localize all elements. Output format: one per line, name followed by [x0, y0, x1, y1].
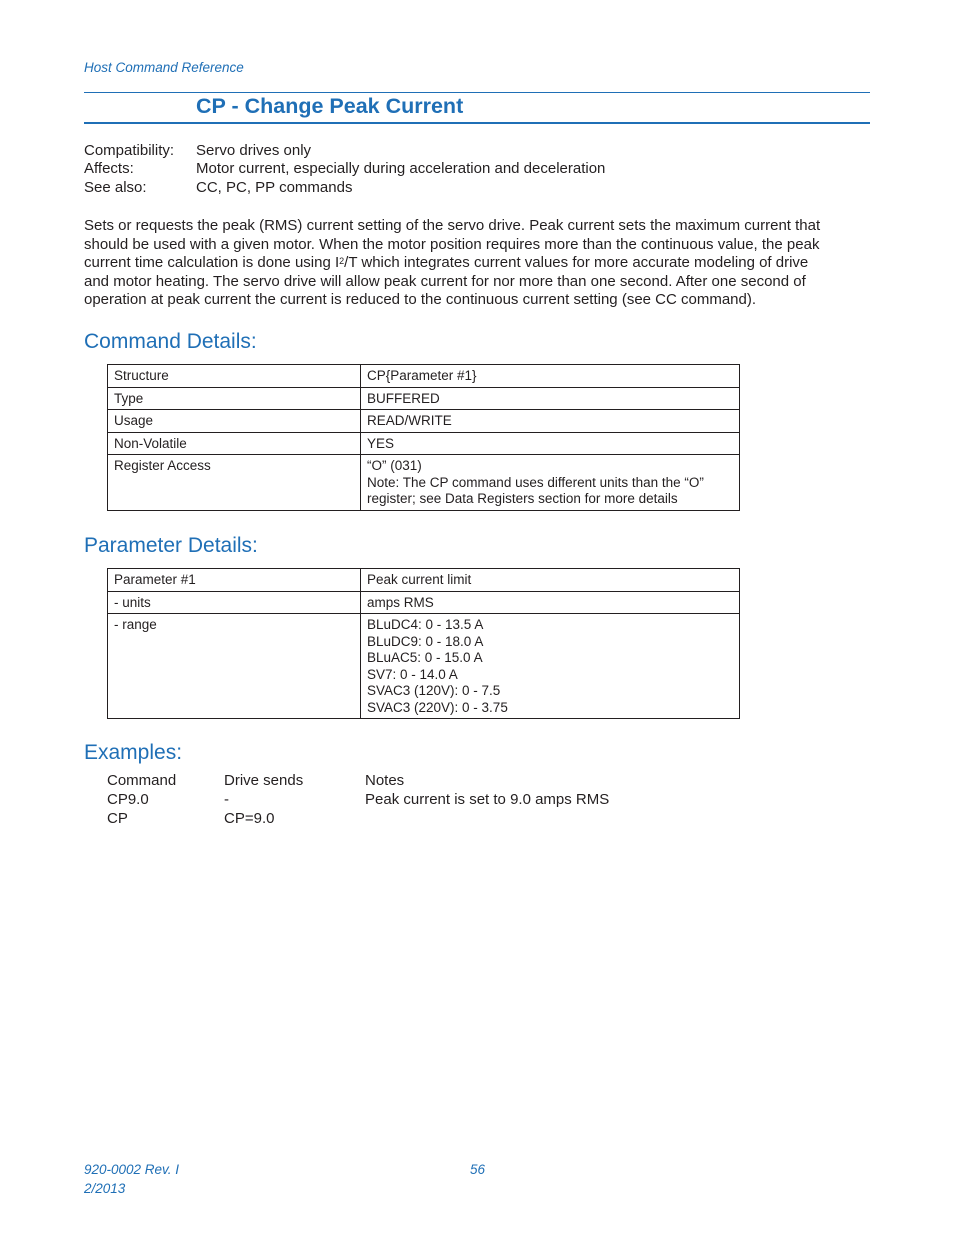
example-notes: Peak current is set to 9.0 amps RMS	[365, 791, 610, 808]
parameter-details-table	[107, 568, 740, 719]
table-cell-label: Type	[108, 387, 361, 410]
footer-doc-number: 920-0002 Rev. I	[84, 1162, 180, 1177]
table-cell-label: Structure	[108, 365, 361, 388]
register-value: “O” (031)	[367, 458, 422, 473]
table-row	[108, 432, 740, 455]
table-row	[108, 591, 740, 614]
title-rule	[84, 122, 870, 124]
table-row	[108, 410, 740, 433]
meta-value: Servo drives only	[196, 142, 312, 159]
example-command: CP9.0	[107, 791, 149, 808]
examples-col-notes: Notes	[365, 772, 405, 789]
table-cell-label: Register Access	[108, 455, 361, 511]
range-item: SVAC3 (120V): 0 - 7.5	[367, 683, 501, 698]
footer-date: 2/2013	[84, 1181, 126, 1196]
table-row	[108, 569, 740, 592]
running-header: Host Command Reference	[84, 60, 244, 75]
command-details-heading: Command Details:	[84, 330, 257, 353]
table-cell-label: - range	[108, 614, 361, 719]
table-cell-label: Non-Volatile	[108, 432, 361, 455]
examples-heading: Examples:	[84, 741, 183, 764]
range-item: BLuDC9: 0 - 18.0 A	[367, 633, 484, 649]
intro-line	[84, 254, 864, 273]
table-row	[108, 387, 740, 410]
page-title: CP - Change Peak Current	[196, 94, 464, 118]
meta-label: Compatibility:	[84, 142, 175, 159]
table-cell-label: Parameter #1	[108, 569, 361, 592]
table-cell-value: READ/WRITE	[361, 410, 740, 433]
intro-text: current time calculation is done using I	[84, 254, 340, 272]
parameter-details-heading: Parameter Details:	[84, 534, 258, 557]
meta-value: Motor current, especially during acceleration and deceleration	[196, 160, 606, 177]
table-row	[108, 455, 740, 511]
examples-col-drive-sends: Drive sends	[224, 772, 304, 789]
command-details-table	[107, 364, 740, 511]
register-note: register; see Data Registers section for more details	[367, 491, 678, 506]
table-cell-value	[361, 614, 740, 719]
intro-line: operation at peak current the current is reduced to the continuous current setting (see CC command).	[84, 291, 757, 309]
meta-label: Affects:	[84, 160, 134, 177]
table-row	[108, 365, 740, 388]
range-item: BLuAC5: 0 - 15.0 A	[367, 650, 483, 665]
table-cell-value: YES	[361, 432, 740, 455]
register-note: Note: The CP command uses different units than the “O”	[367, 474, 704, 490]
meta-label: See also:	[84, 179, 147, 196]
intro-line: Sets or requests the peak (RMS) current setting of the servo drive. Peak current sets the maximum current that	[84, 217, 821, 234]
intro-line: should be used with a given motor. When the motor position requires more than the continuous value, the peak	[84, 235, 820, 253]
table-cell-value: amps RMS	[361, 591, 740, 614]
range-item: SVAC3 (220V): 0 - 3.75	[367, 699, 508, 715]
meta-value: CC, PC, PP commands	[196, 179, 353, 196]
range-item: BLuDC4: 0 - 13.5 A	[367, 617, 484, 632]
header-rule	[84, 92, 870, 93]
example-command: CP	[107, 810, 128, 827]
examples-col-command: Command	[107, 772, 177, 789]
range-item: SV7: 0 - 14.0 A	[367, 666, 458, 682]
page-number: 56	[470, 1162, 486, 1177]
footer-doc-info	[84, 1160, 179, 1198]
table-cell-value: BUFFERED	[361, 387, 740, 410]
intro-paragraph	[84, 217, 864, 310]
table-cell-value: CP{Parameter #1}	[361, 365, 740, 388]
table-cell-value	[361, 455, 740, 511]
table-row	[108, 614, 740, 719]
table-cell-label: Usage	[108, 410, 361, 433]
intro-line: and motor heating. The servo drive will allow peak current for nor more than one second. After one second of	[84, 272, 806, 290]
table-cell-label: - units	[108, 591, 361, 614]
example-drive-sends: CP=9.0	[224, 810, 275, 827]
intro-text: /T which integrates current values for more accurate modeling of drive	[344, 254, 809, 272]
example-drive-sends: -	[224, 791, 229, 808]
table-cell-value: Peak current limit	[361, 569, 740, 592]
superscript: 2	[339, 256, 345, 267]
